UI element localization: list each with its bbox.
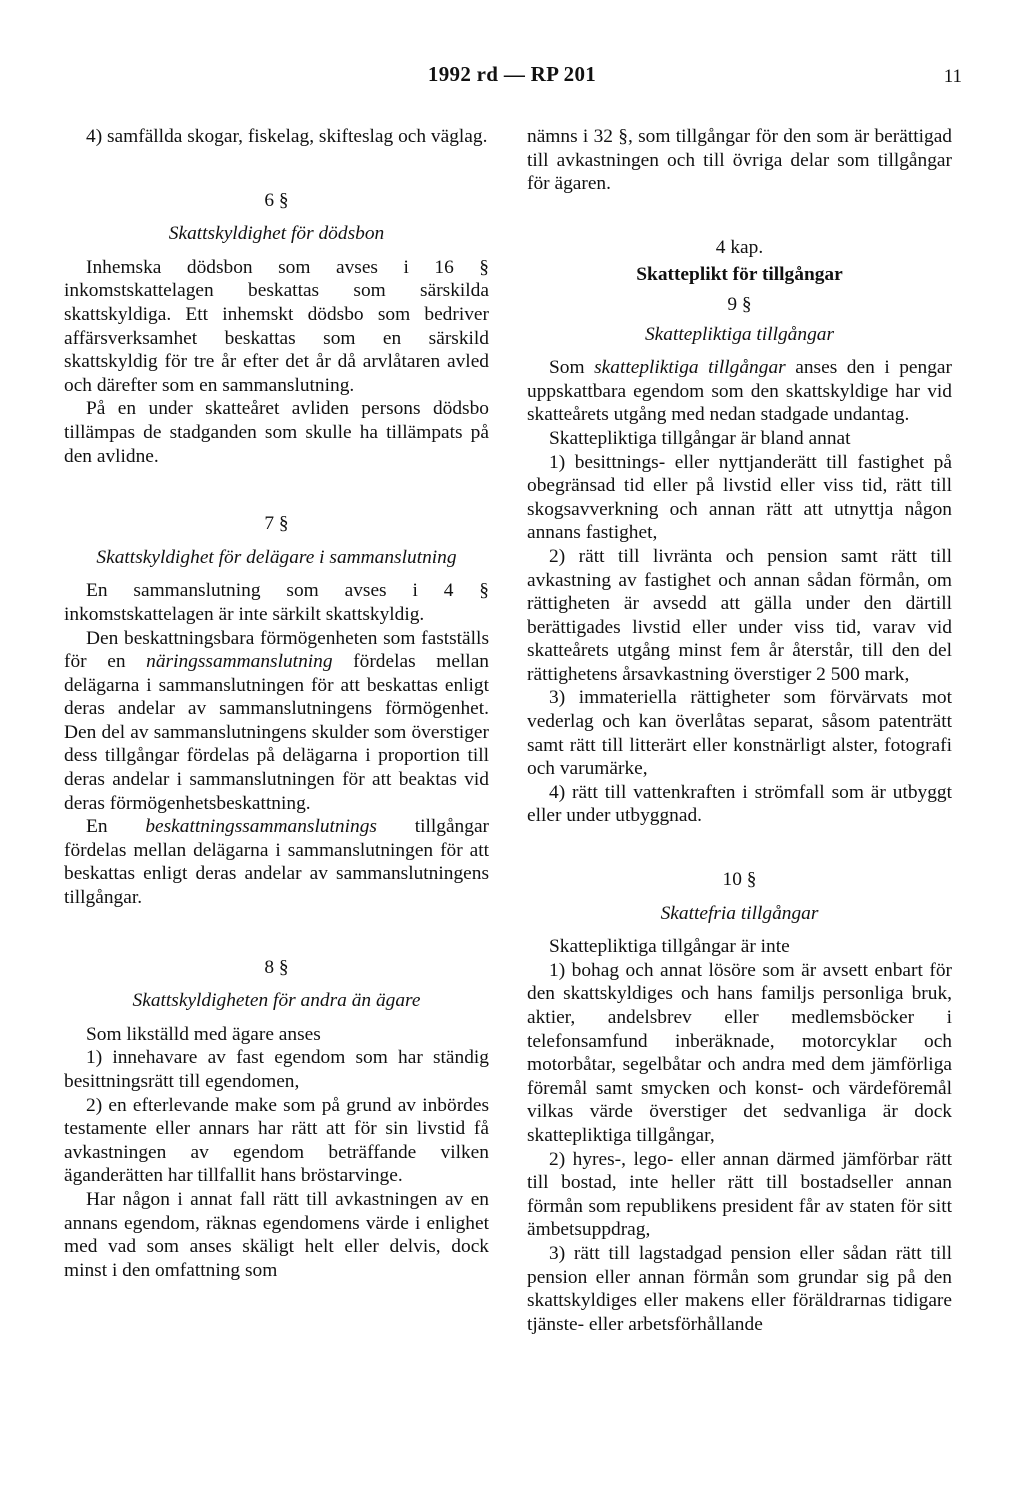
page-title: 1992 rd — RP 201 [427, 62, 597, 86]
section-title: Skattepliktiga tillgångar [644, 323, 835, 345]
paragraph-text: fördelas mellan delägarna i sammanslutningen för att beskattas enligt deras andelar av sammanslutningens förmögenhet. Den del av sammanslutningens skulder som överstiger dess tillgångar fördelas på delägarna i proportion till deras andelar i sammanslutningen för att beaktas vid deras förmögenhetsbeskattning. [64, 651, 489, 814]
list-item: 3) immateriella rättigheter som förvärvats mot vederlag och kan överlåtas separat, såsom patenträtt samt rätt till litterärt eller konstnärligt alster, fotografi och varumärke, [527, 687, 952, 780]
list-item: 4) samfällda skogar, fiskelag, skifteslag och väglag. [86, 126, 488, 147]
paragraph-text: tillgångar fördelas mellan delägarna i sammanslutningen för att beskattas enligt deras andelar av sammanslutningens tillgångar. [64, 816, 490, 909]
page-number: 11 [943, 66, 962, 87]
list-item: 1) innehavare av fast egendom som har ständig besittningsrätt till egendomen, [64, 1047, 489, 1092]
left-column [64, 125, 489, 1282]
paragraph-text: anses den i pengar uppskattbara egendom som den skattskyldige har vid skatteårets utgång med nedan stadgade undantag. [527, 357, 952, 426]
section-heading: 7 § [264, 513, 289, 535]
list-item: 2) hyres-, lego- eller annan därmed jämförbar rätt till bostad, inte heller rätt till bostadseller annan förmån som republikens president får av staten för sitt ämbetsuppdrag, [527, 1148, 952, 1241]
list-item: 3) rätt till lagstadgad pension eller sådan rätt till pension eller annan förmån som grundar sig på den skattskyldiges eller makens eller föräldrarnas tidigare tjänste- eller arbetsförhållande [527, 1242, 952, 1335]
list-item: 1) bohag och annat lösöre som är avsett enbart för den skattskyldiges och hans familjs personliga bruk, aktier, andelsbrev eller medlemsböcker i telefonsamfund inberäknade, motorcyklar och motorbåtar, segelbåtar och andra med dem jämförliga föremål samt smycken och konst- och värdeföremål vilkas värde överstiger det sedvanliga är dock skattepliktiga tillgångar, [527, 959, 952, 1146]
section-title: Skattskyldighet för delägare i sammanslutning [96, 546, 457, 568]
chapter-heading: 4 kap. [715, 236, 764, 258]
list-item: 2) rätt till livränta och pension samt rätt till avkastning av fastighet och annan sådan förmån, om rättigheten är avsedd att gälla under den därtill berättigades livstid eller under viss tid, varav vid skatteårets utgång minst fem år återstår, till den del rättighetens årsavkastning överstiger 2 500 mark, [527, 545, 952, 685]
paragraph: En sammanslutning som avses i 4 § inkomstskattelagen är inte särkilt skattskyldig. [64, 580, 489, 625]
section-title: Skattskyldigheten för andra än ägare [132, 990, 421, 1012]
paragraph [64, 627, 489, 816]
list-item: 2) en efterlevande make som på grund av inbördes testamente eller annars har rätt att för sin livstid få avkastningen av egendom beträffande vilken äganderätten har tillfallit hans bröstarvinge. [64, 1094, 489, 1187]
paragraph-text: Den beskattningsbara förmögenheten som fastställs för en [64, 627, 489, 673]
paragraph [527, 356, 952, 427]
paragraph [64, 815, 489, 909]
paragraph: På en under skatteåret avliden persons dödsbo tillämpas de stadganden som skulle ha tillämpats på den avlidne. [64, 398, 489, 467]
page-header [0, 62, 1024, 102]
paragraph: Inhemska dödsbon som avses i 16 § inkomstskattelagen beskattas som särskilda skattskyldiga. Ett inhemskt dödsbo som bedriver affärsverksamhet beskattas som en särskild skattskyldig för tre år efter det år då arvlåtaren avled och därefter som en sammanslutning. [64, 256, 489, 396]
list-item: 4) rätt till vattenkraften i strömfall som är utbyggt eller under utbyggnad. [527, 781, 952, 827]
emphasized-term: näringssammanslutning [146, 651, 333, 673]
section-title: Skattskyldighet för dödsbon [168, 223, 385, 245]
paragraph-text: Som [549, 357, 595, 379]
list-item: 1) besittnings- eller nyttjanderätt till fastighet på obegränsad tid eller på livstid eller viss tid, rätt till skogsavverkning och annan rätt att utnyttja någon annans fastighet, [527, 451, 952, 544]
chapter-title: Skatteplikt för tillgångar [636, 264, 843, 286]
section-heading: 8 § [264, 956, 289, 978]
paragraph: Skattepliktiga tillgångar är bland annat [549, 427, 851, 449]
paragraph-text: En [86, 816, 146, 838]
right-column [527, 125, 952, 1336]
paragraph: Som likställd med ägare anses [86, 1023, 321, 1045]
section-heading: 6 § [264, 189, 289, 211]
paragraph: Skattepliktiga tillgångar är inte [549, 936, 790, 958]
section-heading: 10 § [722, 869, 757, 891]
section-heading: 9 § [727, 293, 752, 315]
emphasized-term: skattepliktiga tillgångar [594, 357, 786, 379]
emphasized-term: beskattningssammanslutnings [145, 816, 377, 838]
section-title: Skattefria tillgångar [660, 902, 819, 924]
paragraph: Har någon i annat fall rätt till avkastningen av en annans egendom, räknas egendomens värde i enlighet med vad som anses skäligt helt eller delvis, dock minst i den omfattning som [64, 1188, 489, 1281]
paragraph: nämns i 32 §, som tillgångar för den som är berättigad till avkastningen och till övriga delar som tillgångar för ägaren. [527, 126, 952, 195]
